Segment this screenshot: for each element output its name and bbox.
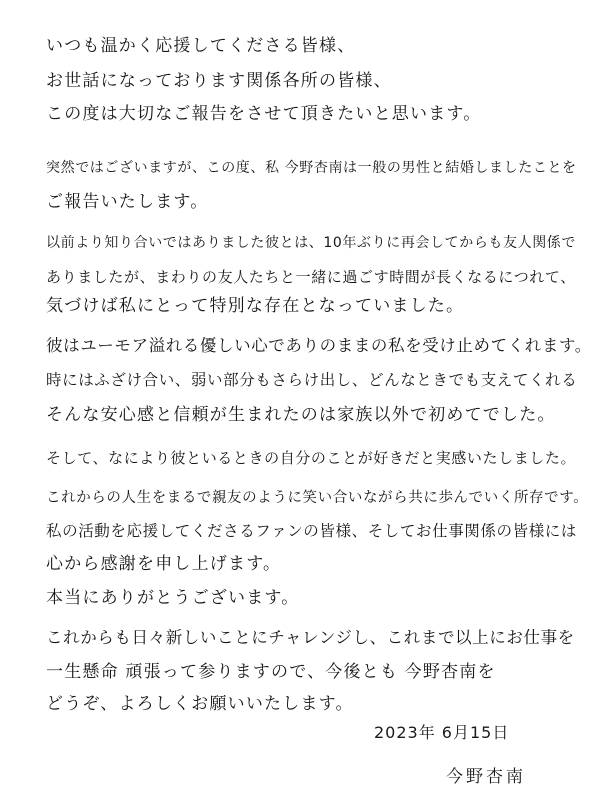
letter-line: 私の活動を応援してくださるファンの皆様、そしてお仕事関係の皆様には [46, 522, 577, 540]
letter-line: 時にはふざけ合い、弱い部分もさらけ出し、どんなときでも支えてくれる [46, 371, 578, 389]
letter-line: ありましたが、まわりの友人たちと一緒に過ごす時間が長くなるにつれて、 [46, 268, 576, 286]
letter-line: 一生懸命 頑張って参りますので、今後とも 今野杏南を [46, 662, 496, 682]
letter-line: どうぞ、よろしくお願いいたします。 [46, 694, 354, 714]
letter-line: お世話になっております関係各所の皆様、 [46, 71, 392, 91]
letter-line: 心から感謝を申し上げます。 [46, 554, 282, 574]
letter-line: そんな安心感と信頼が生まれたのは家族以外で初めてでした。 [46, 405, 556, 425]
letter-line: 本当にありがとうございます。 [46, 588, 300, 608]
letter-line: 気づけば私にとって特別な存在となっていました。 [46, 296, 465, 316]
letter-line: 突然ではございますが、この度、私 今野杏南は一般の男性と結婚しましたことを [46, 160, 577, 176]
letter-line: この度は大切なご報告をさせて頂きたいと思います。 [46, 104, 482, 124]
letter-line: 以前より知り合いではありました彼とは、10年ぶりに再会してからも友人関係で [46, 235, 577, 251]
letter-date: 2023年 6月15日 [374, 723, 510, 742]
letter-line: いつも温かく応援してくださる皆様、 [46, 36, 356, 56]
letter-line: 彼はユーモア溢れる優しい心でありのままの私を受け止めてくれます。 [46, 336, 592, 355]
letter-line: これからも日々新しいことにチャレンジし、これまで以上にお仕事を [46, 628, 575, 647]
letter-line: ご報告いたします。 [46, 192, 209, 212]
letter-line: そして、なにより彼といるときの自分のことが好きだと実感いたしました。 [46, 449, 577, 467]
letter-line: これからの人生をまるで親友のように笑い合いながら共に歩んでいく所存です。 [46, 490, 589, 506]
letter-signature: 今野杏南 [446, 767, 526, 787]
